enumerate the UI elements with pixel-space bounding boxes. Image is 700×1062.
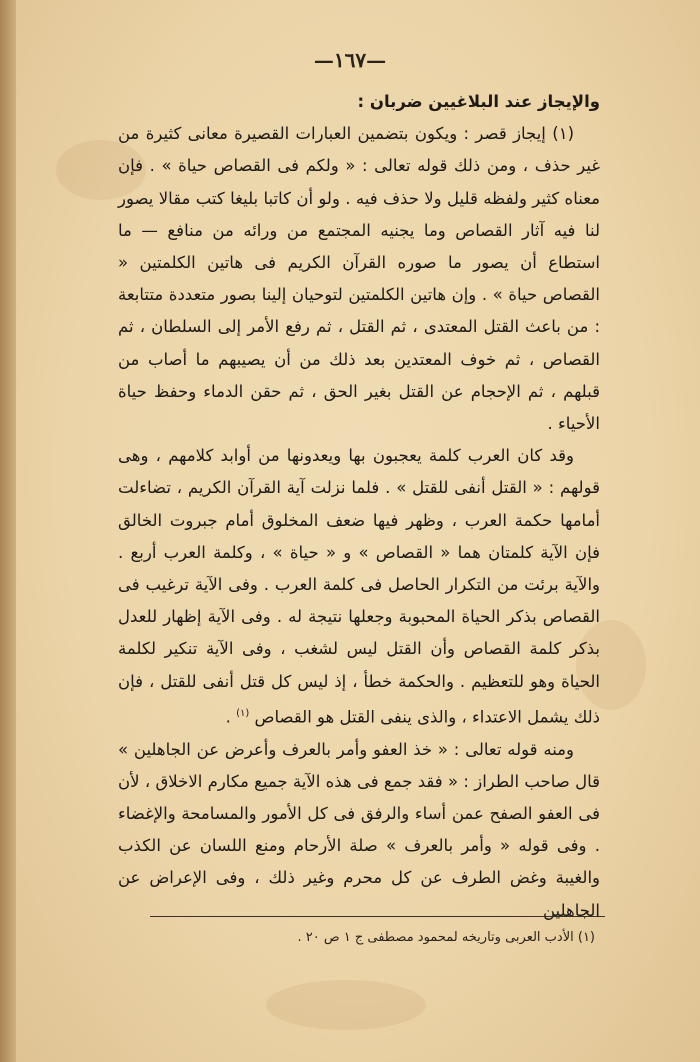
binding-edge [0, 0, 16, 1062]
body-text [118, 86, 600, 927]
paragraph-khudh-al-afw: ومنه قوله تعالى : « خذ العفو وأمر بالعرف وأعرض عن الجاهلين » قال صاحب الطراز : « فقد جمع فى هذه الآية جميع مكارم الاخلاق ، لأن فى العفو الصفح عمن أساء والرفق فى كل الأمور والمسامحة والإغضاء . وفى قوله « وأمر بالعرف » صلة الأرحام ومنع اللسان عن الكذب والغيبة وغض الطرف عن كل محرم وغير ذلك ، وفى الإعراض عن الجاهلين [118, 739, 600, 920]
section-intro: والإيجاز عند البلاغيين ضربان : [357, 92, 600, 111]
paragraph-ijaz-qasr: (١) إيجاز قصر : ويكون بتضمين العبارات القصيرة معانى كثيرة من غير حذف ، ومن ذلك قوله تعالى : « ولكم فى القصاص حياة » . فإن معناه كثير ولفظه قليل ولا حذف فيه . ولو أن كاتبا بليغا كتب مقالا يصور لنا فيه آثار القصاص وما يجنيه المجتمع من ورائه من منافع — ما استطاع أن يصور ما صوره القرآن الكريم فى هاتين الكلمتين « القصاص حياة » . وإن هاتين الكلمتين لتوحيان إلينا بصور متعددة متتابعة : من باعث القتل المعتدى ، ثم القتل ، ثم رفع الأمر إلى السلطان ، ثم القصاص ، ثم خوف المعتدين بعد ذلك من أن يصيبهم ما أصاب من قبلهم ، ثم الإحجام عن القتل بغير الحق ، ثم حقن الدماء وحفظ حياة الأحياء . [118, 124, 600, 434]
paper-stain [266, 980, 426, 1030]
footnote-divider [150, 916, 605, 917]
paragraph-arab-saying [118, 440, 600, 733]
page-number: —١٦٧— [313, 48, 387, 72]
footnote: (١) الأدب العربى وتاريخه لمحمود مصطفى ج ١ ص ٢٠ . [297, 930, 595, 945]
paragraph-arab-saying-text: وقد كان العرب كلمة يعجبون بها ويعدونها من أوابد كلامهم ، وهى قولهم : « القتل أنفى للقتل » . فلما نزلت آية القرآن الكريم ، تضاءلت أمامها حكمة العرب ، وظهر فيها ضعف المخلوق أمام جبروت الخالق فإن الآية كلمتان هما « القصاص » و « حياة » ، وكلمة العرب أربع . والآية برئت من التكرار الحاصل فى كلمة العرب . وفى الآية ترغيب فى القصاص بذكر الحياة المحبوبة وجعلها نتيجة له . وفى الآية إظهار للعدل بذكر كلمة القصاص وأن القتل ليس لشغب ، وفى الآية تنكير لكلمة الحياة وهو للتعظيم . والحكمة خطأ ، إذ ليس كل قتل أنفى للقتل ، فإن ذلك يشمل الاعتداء ، والذى ينفى القتل هو القصاص [118, 446, 600, 727]
paragraph-ending: . [225, 707, 231, 727]
footnote-marker: (١) [236, 707, 250, 719]
